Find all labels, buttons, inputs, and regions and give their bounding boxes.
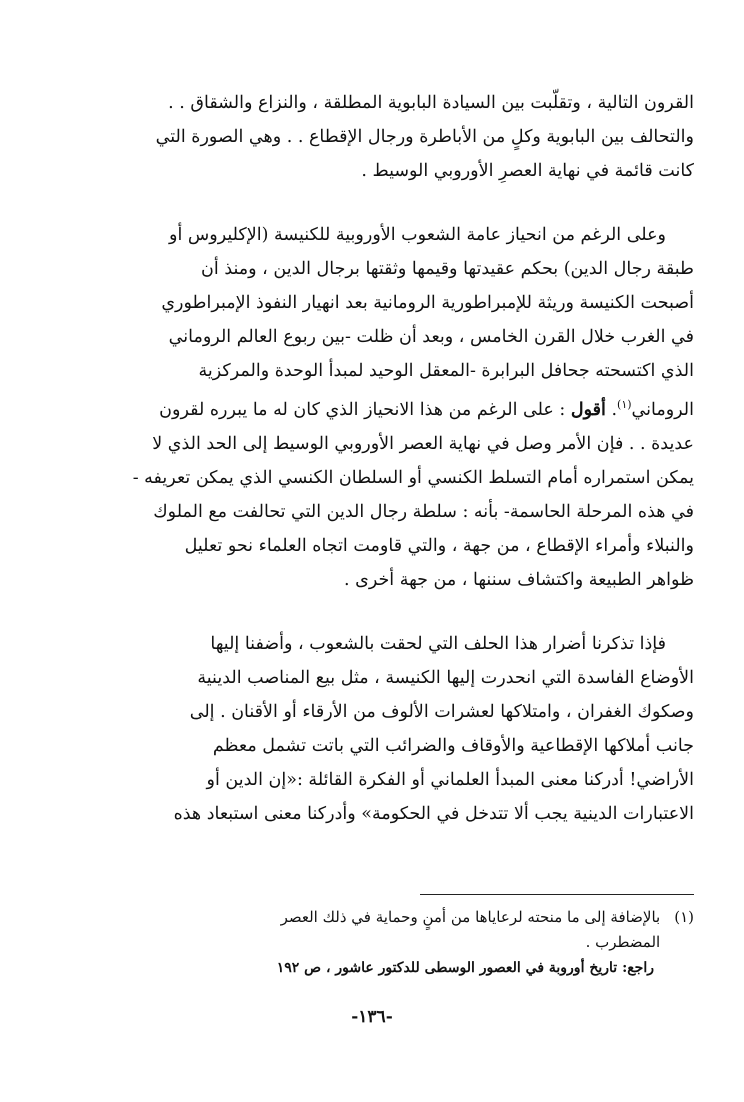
text-line: وعلى الرغم من انحياز عامة الشعوب الأوروبية للكنيسة (الإكليروس أو — [169, 225, 666, 245]
text-line: الأراضي! أدركنا معنى المبدأ العلماني أو الفكرة القائلة :«إن الدين أو — [206, 769, 694, 790]
text-line: ظواهر الطبيعة واكتشاف سننها ، من جهة أخرى . — [344, 569, 694, 590]
footnote-reference: راجع: تاريخ أوروبة في العصور الوسطى للدكتور عاشور ، ص ١٩٢ — [276, 960, 654, 976]
emphasis-word: أقول — [570, 399, 606, 420]
text-line: فإذا تذكرنا أضرار هذا الحلف التي لحقت بالشعوب ، وأضفنا إليها — [210, 633, 666, 654]
footnote-line: بالإضافة إلى ما منحته لرعاياها من أمنٍ وحماية في ذلك العصر — [280, 908, 661, 926]
text-line — [52, 388, 694, 427]
line-segment: . — [605, 399, 618, 420]
footnote-text — [281, 905, 661, 955]
paragraph-1 — [52, 86, 694, 188]
text-line: طبقة رجال الدين) بحكم عقيدتها وقيمها وثقتها برجال الدين ، ومنذ أن — [201, 259, 694, 279]
text-line: عديدة . . فإن الأمر وصل في نهاية العصر الأوروبي الوسيط إلى الحد الذي لا — [152, 433, 694, 454]
text-line: والتحالف بين البابوية وكلٍ من الأباطرة ورجال الإقطاع . . وهي الصورة التي — [155, 127, 694, 147]
text-line: الذي اكتسحته جحافل البرابرة -المعقل الوحيد لمبدأ الوحدة والمركزية — [198, 361, 694, 381]
footnote-marker: (١) — [617, 398, 632, 411]
text-line: والنبلاء وأمراء الإقطاع ، من جهة ، والتي قاومت اتجاه العلماء نحو تعليل — [184, 535, 694, 556]
text-line: وصكوك الغفران ، وامتلاكها لعشرات الألوف من الأرقاء أو الأقنان . إلى — [189, 701, 694, 722]
text-line: القرون التالية ، وتقلّبت بين السيادة البابوية المطلقة ، والنزاع والشقاق . . — [168, 93, 694, 113]
footnote-line: المضطرب . — [585, 933, 661, 951]
footnote-1 — [52, 905, 694, 955]
main-text — [52, 86, 694, 831]
text-line: في الغرب خلال القرن الخامس ، وبعد أن ظلت -بين ربوع العالم الروماني — [168, 327, 694, 347]
paragraph-2 — [52, 218, 694, 597]
text-line: أصبحت الكنيسة وريثة للإمبراطورية الرومانية بعد انهيار النفوذ الإمبراطوري — [161, 293, 694, 313]
footnote-divider — [420, 894, 694, 895]
line-segment: الروماني — [631, 399, 694, 420]
line-segment: : على الرغم من هذا الانحياز الذي كان له ما يبرره لقرون — [159, 399, 571, 420]
page-number: -١٣٦- — [351, 1007, 393, 1027]
footnote-number: (١) — [674, 908, 694, 926]
paragraph-3 — [52, 627, 694, 831]
text-line: الأوضاع الفاسدة التي انحدرت إليها الكنيسة ، مثل بيع المناصب الدينية — [197, 667, 694, 688]
footnotes — [52, 905, 694, 981]
text-line: يمكن استمراره أمام التسلط الكنسي أو السلطان الكنسي الذي يمكن تعريفه - — [132, 467, 694, 488]
text-line: كانت قائمة في نهاية العصرِ الأوروبي الوسيط . — [361, 161, 694, 181]
text-line: الاعتبارات الدينية يجب ألا تتدخل في الحكومة» وأدركنا معنى استبعاد هذه — [173, 803, 694, 824]
text-line: جانب أملاكها الإقطاعية والأوقاف والضرائب التي باتت تشمل معظم — [212, 735, 694, 756]
text-line: في هذه المرحلة الحاسمة- بأنه : سلطة رجال الدين التي تحالفت مع الملوك — [153, 501, 694, 522]
